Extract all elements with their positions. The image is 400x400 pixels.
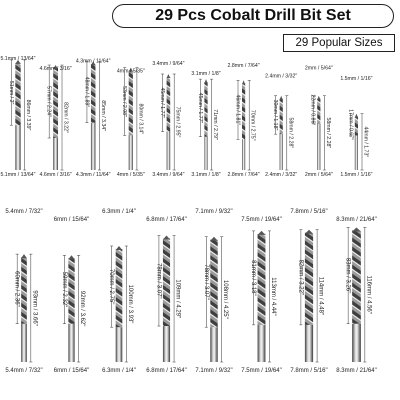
drill-bit [290,209,327,374]
total-length-label: 108mm / 4.25" [222,279,229,319]
bit-flute [129,71,133,136]
flute-length-label: 53mm / 2.08" [121,86,128,117]
bit-flute [53,68,58,138]
total-length-label: 113mm / 4.44" [269,277,276,316]
sizes-badge: 29 Popular Sizes [283,34,395,52]
bit-size-bottom-label: 3.1mm / 1/8" [191,172,221,178]
bit-size-bottom-label: 6.8mm / 17/64" [146,368,187,374]
bit-flute [258,234,266,325]
drill-bit [340,76,372,178]
drill-bit [54,217,89,374]
total-length-label: 86mm / 3.39" [25,99,32,131]
bit-size-bottom-label: 7.1mm / 9/32" [195,368,233,374]
bit-flute [305,233,313,325]
bit-size-top-label: 4.6mm / 3/16" [39,66,72,73]
bit-size-top-label: 3.4mm / 9/64" [152,60,185,67]
drill-bit [0,56,35,178]
bit-size-bottom-label: 5.1mm / 13/64" [0,172,36,178]
flute-length-label: 60mm / 2.36" [13,271,20,307]
bit-size-bottom-label: 8.3mm / 21/64" [336,368,377,374]
total-length-label: 92mm / 3.62" [79,290,86,327]
flute-length-label: 45mm / 1.77" [159,87,166,119]
bit-flute [355,117,358,136]
bit-size-top-label: 6mm / 15/64" [53,217,90,223]
total-length-label: 116mm / 4.56" [365,275,372,314]
bit-size-top-label: 7.8mm / 5/16" [290,209,328,215]
bit-size-bottom-label: 2mm / 5/64" [304,172,333,178]
total-length-label: 71mm / 2.79" [212,109,219,140]
total-length-label: 44mm / 1.73" [362,126,369,158]
bit-tip [355,114,358,118]
bit-flute [116,249,123,327]
bit-size-top-label: 2.8mm / 7/64" [227,63,260,70]
total-length-label: 100mm / 3.93" [126,284,133,324]
flute-length-label: 45mm / 1.77" [196,92,203,124]
total-length-label: 82mm / 3.22" [62,102,69,133]
total-length-label: 85mm / 3.34" [99,100,106,131]
bit-flute [163,239,170,326]
bit-size-bottom-label: 2.8mm / 7/64" [227,172,260,178]
bit-size-bottom-label: 6mm / 15/64" [53,368,90,374]
bit-flute [15,63,20,125]
bit-tip [21,254,27,258]
bit-size-top-label: 2mm / 5/64" [304,65,333,72]
bit-shank [91,123,96,170]
bit-shank [204,137,207,170]
bit-flute [167,77,171,132]
total-length-label: 114mm / 4.48" [317,276,324,316]
flute-length-label: 83mm / 3.26" [344,257,351,294]
bit-size-top-label: 6.8mm / 17/64" [146,217,187,223]
bit-shank [258,325,266,362]
bit-size-top-label: 1.5mm / 1/16" [340,75,373,82]
bit-tip [68,255,74,259]
total-length-label: 80mm / 3.14" [137,103,144,135]
drill-bit [5,209,42,374]
bit-shank [280,134,283,170]
flute-length-label: 59mm / 2.32" [60,271,67,308]
bit-shank [129,135,133,170]
bit-size-bottom-label: 4mm / 5/35" [116,172,145,178]
bit-shank [167,132,171,170]
bit-size-bottom-label: 7.5mm / 19/64" [241,368,282,374]
flute-length-label: 46mm / 1.81" [234,94,241,126]
drill-bit [40,65,72,178]
flute-length-label: 17mm / 0.67" [347,109,354,140]
bit-size-bottom-label: 7.8mm / 5/16" [290,368,328,374]
bit-tip [163,236,170,240]
bit-shank [15,125,20,170]
bit-shank [305,325,313,362]
bit-size-bottom-label: 4.6mm / 3/16" [39,172,72,178]
drill-bit [117,68,145,178]
bit-flute [317,99,320,124]
bit-tip [167,74,171,78]
flute-length-label: 57mm / 2.24" [45,86,52,117]
bit-tip [352,227,361,231]
drill-bit [195,209,232,374]
bit-flute [204,82,207,137]
bit-size-top-label: 5.1mm / 13/64" [0,56,36,62]
flute-length-label: 48mm / 1.89" [83,76,90,108]
bit-shank [53,138,58,170]
top-row-bits [0,56,372,178]
drill-bit [265,73,297,178]
bit-size-bottom-label: 1.5mm / 1/16" [340,172,373,178]
flute-length-label: 30mm / 1.18" [272,99,279,131]
bit-tip [305,230,313,234]
bit-shank [352,324,361,362]
drill-bit [152,61,184,178]
flute-length-label: 81mm / 3.18" [250,260,257,296]
bit-size-top-label: 3.1mm / 1/8" [191,71,221,77]
flute-length-label: 78mm / 3.07" [155,263,162,299]
bit-flute [91,64,96,122]
bit-shank [317,124,320,170]
bit-size-top-label: 6.3mm / 1/4" [102,209,136,215]
drill-bit [76,58,111,178]
bit-shank [21,324,27,362]
flute-length-label: 70mm / 2.75" [108,268,115,305]
bit-size-bottom-label: 4.3mm / 11/64" [75,172,111,178]
bit-size-top-label: 4.3mm / 11/64" [75,58,111,65]
flute-length-label: 51mm / 2" [7,80,14,105]
drill-bit [305,66,333,178]
bit-size-top-label: 7.1mm / 9/32" [195,209,233,215]
bit-size-bottom-label: 6.3mm / 1/4" [102,368,136,374]
drill-bit [336,217,376,374]
total-length-label: 58mm / 2.28" [324,117,331,149]
bit-tip [116,246,123,250]
bit-tip [242,80,245,84]
bit-size-top-label: 8.3mm / 21/64" [336,217,377,223]
total-length-label: 109mm / 4.29" [174,279,181,319]
bottom-row-bits [5,209,376,374]
bit-size-bottom-label: 5.4mm / 7/32" [5,368,43,374]
bit-tip [317,96,320,100]
bit-size-top-label: 7.5mm / 19/64" [241,217,282,223]
total-length-label: 70mm / 2.75" [249,109,256,141]
bit-flute [352,230,361,323]
total-length-label: 58mm / 2.28" [287,117,294,149]
flute-length-label: 78mm / 3.07" [202,264,209,300]
bit-size-top-label: 5.4mm / 7/32" [5,209,43,215]
total-length-label: 75mm / 2.95" [174,106,181,138]
bit-flute [280,99,283,134]
flute-length-label: 22mm / 0.86" [309,94,316,126]
bit-shank [163,326,170,362]
bit-size-top-label: 4mm / 5/35" [116,68,145,75]
total-length-label: 93mm / 3.66" [31,290,38,326]
flute-length-label: 82mm / 3.22" [297,259,304,296]
product-title: 29 Pcs Cobalt Drill Bit Set [112,4,394,28]
drill-bit [191,71,220,178]
bit-tip [210,237,217,241]
bit-shank [242,139,245,170]
bit-size-top-label: 2.4mm / 3/32" [265,73,298,80]
drill-bit [146,217,186,374]
bit-shank [355,135,358,170]
bit-shank [210,327,217,362]
drill-bit [228,63,260,178]
bit-tip [204,79,207,83]
bit-shank [116,327,123,362]
drill-bit [241,217,281,374]
bit-flute [242,83,245,139]
bit-size-bottom-label: 2.4mm / 3/32" [265,172,298,178]
bit-flute [210,240,217,327]
bit-tip [258,231,266,235]
bit-tip [280,96,283,100]
bit-size-bottom-label: 3.4mm / 9/64" [152,172,185,178]
bit-flute [68,258,74,323]
drill-bit [102,209,136,374]
bit-shank [68,324,74,362]
bit-flute [21,257,27,324]
